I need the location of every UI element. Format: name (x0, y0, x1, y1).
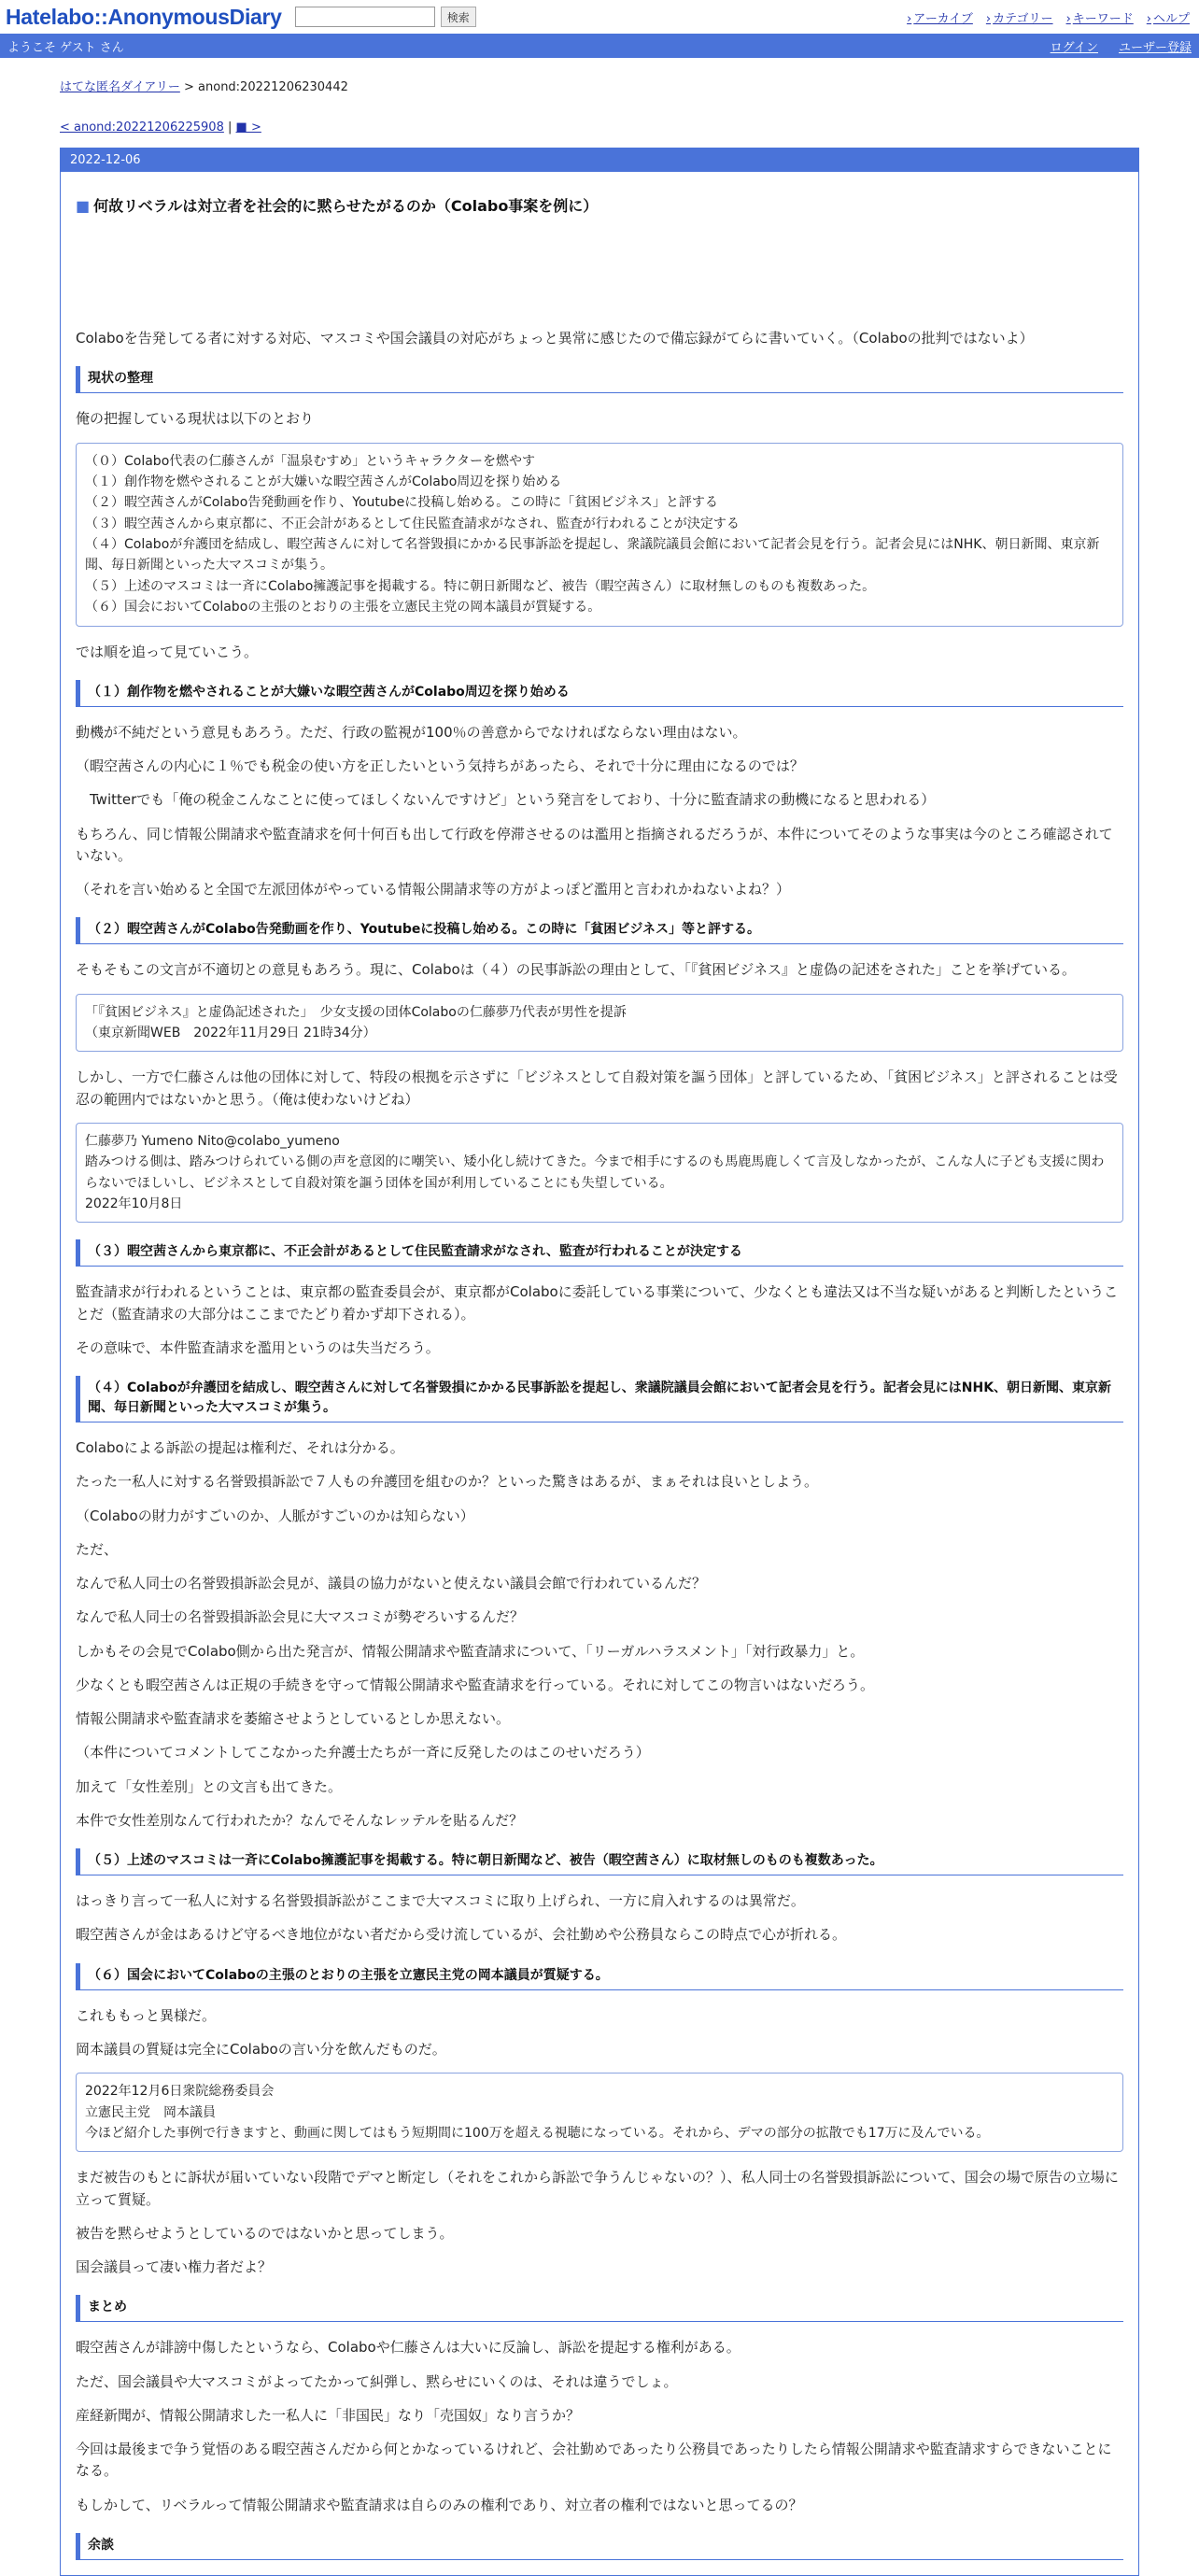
section-heading-extra: 余談 (76, 2533, 1123, 2560)
paragraph: これももっと異様だ。 (76, 2006, 217, 2024)
status-item: （６）国会においてColaboの主張のとおりの主張を立憲民主党の岡本議員が質疑する。 (85, 600, 601, 616)
status-item: （２）暇空茜さんがColabo告発動画を作り、Youtubeに投稿し始める。この時に「貧困ビジネス」と評する (85, 495, 718, 511)
entry-permalink-icon[interactable]: ■ (76, 197, 91, 215)
quote-news (76, 994, 1123, 1053)
paragraph: 暇空茜さんが誹謗中傷したというなら、Colaboや仁藤さんは大いに反論し、訴訟を提起する権利がある。 (76, 2339, 741, 2357)
paragraph: ただ、 (76, 1540, 119, 1558)
section-heading-status: 現状の整理 (76, 366, 1123, 393)
breadcrumb-current: anond:20221206230442 (198, 80, 348, 94)
nav-archive-link[interactable]: › アーカイブ (907, 8, 973, 26)
nav-help-link[interactable]: › ヘルプ (1147, 8, 1190, 26)
paragraph: Twitterでも「俺の税金こんなことに使ってほしくないんですけど」という発言をしており、十分に監査請求の動機になると思われる） (76, 791, 936, 809)
status-item: （１）創作物を燃やされることが大嫌いな暇空茜さんがColabo周辺を探り始める (85, 474, 562, 489)
status-item: （５）上述のマスコミは一斉にColabo擁護記事を掲載する。特に朝日新聞など、被告（暇空茜さん）に取材無しのものも複数あった。 (85, 578, 876, 594)
global-nav (907, 8, 1193, 26)
paragraph: 監査請求が行われるということは、東京都の監査委員会が、東京都がColaboに委託している事業について、少なくとも違法又は不当な疑いがあると判断したということだ（監査請求の大部分はここまでたどり着かず却下される）。 (76, 1283, 1119, 1323)
paragraph: もしかして、リベラルって情報公開請求や監査請求は自らのみの権利であり、対立者の権利ではないと思ってるの？ (76, 2496, 803, 2513)
paragraph: しかもその会見でColabo側から出た発言が、情報公開請求や監査請求について、「リーガルハラスメント」「対行政暴力」と。 (76, 1642, 865, 1660)
paragraph: 動機が不純だという意見もあろう。ただ、行政の監視が100％の善意からでなければならない理由はない。 (76, 723, 747, 741)
entry-body (61, 194, 1138, 2560)
section-heading-2: （２）暇空茜さんがColabo告発動画を作り、Youtubeに投稿し始める。この時に「貧困ビジネス」等と評する。 (76, 917, 1123, 944)
paragraph: （本件についてコメントしてこなかった弁護士たちが一斉に反発したのはこのせいだろう） (76, 1744, 650, 1762)
paragraph: Colaboによる訴訟の提起は権利だ、それは分かる。 (76, 1439, 404, 1457)
day-date: 2022-12-06 (61, 149, 1138, 172)
paragraph: そもそもこの文言が不適切との意見もあろう。現に、Colaboは（４）の民事訴訟の理由として、「『貧困ビジネス』と虚偽の記述をされた」ことを挙げている。 (76, 961, 1076, 979)
status-list-box (76, 443, 1123, 627)
welcome-text: ようこそ ゲスト さん (7, 40, 124, 55)
paragraph: なんで私人同士の名誉毀損訴訟会見に大マスコミが勢ぞろいするんだ？ (76, 1608, 525, 1626)
search-button[interactable]: 検索 (441, 7, 476, 27)
paragraph: 少なくとも暇空茜さんは正規の手続きを守って情報公開請求や監査請求を行っている。それに対してこの物言いはないだろう。 (76, 1676, 875, 1693)
paragraph: その意味で、本件監査請求を濫用というのは失当だろう。 (76, 1338, 440, 1356)
quote-diet (76, 2073, 1123, 2152)
section-heading-4: （４）Colaboが弁護団を結成し、暇空茜さんに対して名誉毀損にかかる民事訴訟を提起し、衆議院議員会館において記者会見を行う。記者会見にはNHK、朝日新聞、東京新聞、毎日新聞といった大マスコミが集う。 (76, 1376, 1123, 1422)
quote-line: 「『貧困ビジネス』と虚偽記述された」 少女支援の団体Colaboの仁藤夢乃代表が男性を提訴 (85, 1004, 627, 1020)
quote-line: 今ほど紹介した事例で行きますと、動画に関してはもう短期間に100万を超える視聴になっている。それから、デマの部分の拡散でも17万に及んでいる。 (85, 2126, 990, 2141)
paragraph: （暇空茜さんの内心に１％でも税金の使い方を正したいという気持ちがあったら、それで十分に理由になるのでは？ (76, 757, 804, 775)
quote-tweet (76, 1123, 1123, 1224)
section-heading-5: （５）上述のマスコミは一斉にColabo擁護記事を掲載する。特に朝日新聞など、被告（暇空茜さん）に取材無しのものも複数あった。 (76, 1848, 1123, 1875)
paragraph: （それを言い始めると全国で左派団体がやっている情報公開請求等の方がよっぽど濫用と言われかねないよね？） (76, 881, 791, 899)
paragraph: もちろん、同じ情報公開請求や監査請求を何十何百も出して行政を停滞させるのは濫用と指摘されるだろうが、本件についてそのような事実は今のところ確認されていない。 (76, 825, 1113, 864)
user-bar (0, 34, 1199, 58)
paragraph: しかし、一方で仁藤さんは他の団体に対して、特段の根拠を示さずに「ビジネスとして自殺対策を謳う団体」と評しているため、「貧困ビジネス」と評されることは受忍の範囲内ではないかと思う。（俺は使わないけどね） (76, 1069, 1118, 1108)
pager (60, 120, 1139, 134)
paragraph: 産経新聞が、情報公開請求した一私人に「非国民」なり「売国奴」なり言うか？ (76, 2406, 581, 2424)
register-link[interactable]: ユーザー登録 (1118, 40, 1192, 55)
next-entry-link[interactable]: ■ > (235, 120, 261, 134)
quote-line: 仁藤夢乃 Yumeno Nito@colabo_yumeno (85, 1133, 340, 1149)
nav-keyword-link[interactable]: › キーワード (1066, 8, 1134, 26)
section-heading-6: （６）国会においてColaboの主張のとおりの主張を立憲民主党の岡本議員が質疑する。 (76, 1963, 1123, 1990)
paragraph: 加えて「女性差別」との文言も出てきた。 (76, 1777, 343, 1795)
paragraph: 本件で女性差別なんて行われたか？なんでそんなレッテルを貼るんだ？ (76, 1811, 524, 1829)
status-lead: 俺の把握している現状は以下のとおり (76, 410, 315, 428)
paragraph: 情報公開請求や監査請求を萎縮させようとしているとしか思えない。 (76, 1710, 511, 1728)
search-input[interactable] (295, 7, 435, 27)
prev-entry-link[interactable]: < anond:20221206225908 (60, 120, 224, 134)
paragraph: たった一私人に対する名誉毀損訴訟で７人もの弁護団を組むのか？といった驚きはあるが、まぁそれは良いとしよう。 (76, 1473, 819, 1491)
main-content (0, 58, 1199, 2576)
intro-paragraph: Colaboを告発してる者に対する対応、マスコミや国会議員の対応がちょっと異常に感じたので備忘録がてらに書いていく。（Colaboの批判ではないよ） (76, 330, 1034, 347)
paragraph: 被告を黙らせようとしているのではないかと思ってしまう。 (76, 2224, 454, 2242)
entry-spacer (76, 216, 1123, 328)
quote-line: 踏みつける側は、踏みつけられている側の声を意図的に嘲笑い、矮小化し続けてきた。今まで相手にするのも馬鹿馬鹿しくて言及しなかったが、こんな人に子ども支援に関わらないでほしいし、ビジネスとして自殺対策を謳う団体を国が利用していることにも失望している。 (85, 1154, 1105, 1191)
quote-line: （東京新聞WEB 2022年11月29日 21時34分） (85, 1026, 376, 1041)
paragraph: （Colaboの財力がすごいのか、人脈がすごいのかは知らない） (76, 1507, 474, 1524)
paragraph: 暇空茜さんが金はあるけど守るべき地位がない者だから受け流しているが、会社勤めや公務員ならこの時点で心が折れる。 (76, 1926, 847, 1944)
paragraph: まだ被告のもとに訴状が届いていない段階でデマと断定し（それをこれから訴訟で争うんじゃないの？）、私人同士の名誉毀損訴訟について、国会の場で原告の立場に立って質疑。 (76, 2169, 1119, 2208)
site-logo[interactable]: Hatelabo::AnonymousDiary (6, 4, 282, 29)
section-heading-3: （３）暇空茜さんから東京都に、不正会計があるとして住民監査請求がなされ、監査が行われることが決定する (76, 1239, 1123, 1267)
paragraph: 国会議員って凄い権力者だよ？ (76, 2258, 273, 2276)
login-link[interactable]: ログイン (1050, 40, 1098, 55)
quote-line: 2022年12月6日衆院総務委員会 (85, 2084, 275, 2100)
breadcrumb (60, 77, 1139, 94)
status-item: （３）暇空茜さんから東京都に、不正会計があるとして住民監査請求がなされ、監査が行われることが決定する (85, 516, 740, 531)
site-header (0, 0, 1199, 34)
paragraph: ただ、国会議員や大マスコミがよってたかって糾弾し、黙らせにいくのは、それは違うでしょ。 (76, 2372, 678, 2390)
status-item: （４）Colaboが弁護団を結成し、暇空茜さんに対して名誉毀損にかかる民事訴訟を提起し、衆議院議員会館において記者会見を行う。記者会見にはNHK、朝日新聞、東京新聞、毎日新聞といった大マスコミが集う。 (85, 537, 1100, 573)
entry-title (76, 194, 1123, 216)
section-heading-summary: まとめ (76, 2295, 1123, 2322)
quote-line: 立憲民主党 岡本議員 (85, 2104, 216, 2120)
section-heading-1: （１）創作物を燃やされることが大嫌いな暇空茜さんがColabo周辺を探り始める (76, 680, 1123, 707)
breadcrumb-separator: > (183, 80, 194, 94)
quote-line: 2022年10月8日 (85, 1196, 183, 1212)
paragraph: なんで私人同士の名誉毀損訴訟会見が、議員の協力がないと使えない議員会館で行われているんだ？ (76, 1575, 707, 1592)
paragraph: 今回は最後まで争う覚悟のある暇空茜さんだから何とかなっているけれど、会社勤めであったり公務員であったりしたら情報公開請求や監査請求すらできないことになる。 (76, 2441, 1112, 2480)
status-after: では順を追って見ていこう。 (76, 643, 259, 660)
pager-separator: | (228, 120, 233, 134)
paragraph: はっきり言って一私人に対する名誉毀損訴訟がここまで大マスコミに取り上げられ、一方に肩入れするのは異常だ。 (76, 1892, 805, 1910)
status-item: （０）Colabo代表の仁藤さんが「温泉むすめ」というキャラクターを燃やす (85, 453, 535, 469)
day-section (60, 148, 1139, 2576)
nav-category-link[interactable]: › カテゴリー (986, 8, 1053, 26)
breadcrumb-home-link[interactable]: はてな匿名ダイアリー (60, 80, 180, 94)
paragraph: 岡本議員の質疑は完全にColaboの言い分を飲んだものだ。 (76, 2040, 446, 2058)
entry-title-text: 何故リベラルは対立者を社会的に黙らせたがるのか（Colabo事案を例に） (93, 197, 599, 215)
